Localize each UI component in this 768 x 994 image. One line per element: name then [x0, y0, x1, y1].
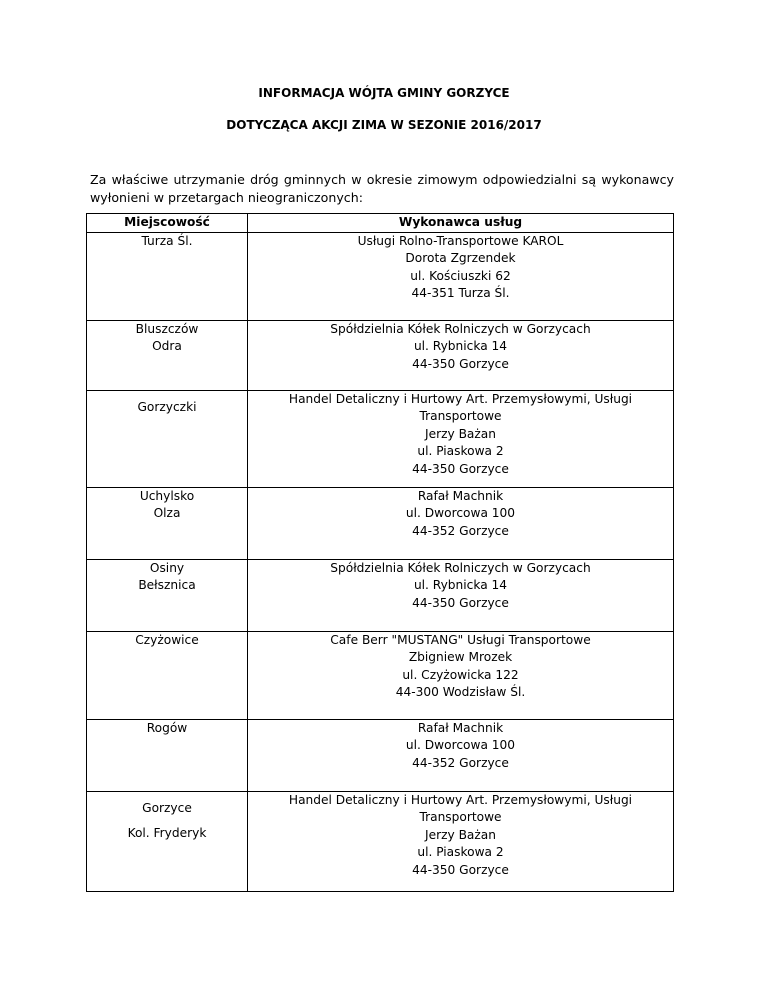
contractor-line: ul. Czyżowicka 122 [402, 667, 519, 682]
contractor-cell [248, 719, 674, 791]
table-row [87, 320, 674, 390]
table-row [87, 232, 674, 320]
contractor-line: Transportowe [419, 409, 502, 424]
contractor-cell [248, 631, 674, 719]
contractor-cell [248, 390, 674, 487]
place-cell [87, 559, 248, 631]
table-row [87, 559, 674, 631]
place-cell [87, 232, 248, 320]
document-title: INFORMACJA WÓJTA GMINY GORZYCE [258, 86, 510, 100]
contractor-line: Cafe Berr "MUSTANG" Usługi Transportowe [330, 632, 591, 647]
place-name: Turza Śl. [141, 233, 193, 248]
contractor-line: Rafał Machnik [417, 720, 504, 735]
contractor-line: Spółdzielnia Kółek Rolniczych w Gorzycach [330, 560, 591, 575]
contractor-line: Zbigniew Mrozek [408, 650, 513, 665]
contractor-cell [248, 559, 674, 631]
place-name: Rogów [146, 720, 188, 735]
place-cell [87, 631, 248, 719]
place-name: Bluszczów [135, 321, 199, 336]
contractor-cell [248, 791, 674, 891]
document-subtitle: DOTYCZĄCA AKCJI ZIMA W SEZONIE 2016/2017 [226, 118, 542, 132]
contractor-line: ul. Dworcowa 100 [405, 506, 516, 521]
contractor-line: 44-300 Wodzisław Śl. [395, 685, 526, 700]
contractor-cell [248, 320, 674, 390]
place-name: Czyżowice [135, 632, 199, 647]
contractor-line: ul. Kościuszki 62 [410, 268, 511, 283]
table-row [87, 487, 674, 559]
place-name: Uchylsko [139, 488, 195, 503]
contractor-line: Usługi Rolno-Transportowe KAROL [357, 233, 564, 248]
contractor-line: 44-352 Gorzyce [412, 755, 509, 770]
contractors-table [86, 213, 674, 892]
contractor-line: Jerzy Bażan [424, 827, 496, 842]
place-name: Bełsznica [138, 578, 196, 593]
contractor-cell [248, 487, 674, 559]
place-name: Osiny [149, 560, 185, 575]
contractor-line: ul. Piaskowa 2 [417, 444, 504, 459]
contractor-line: Jerzy Bażan [424, 426, 496, 441]
contractor-line: Handel Detaliczny i Hurtowy Art. Przemysłowymi, Usługi [288, 792, 633, 807]
contractor-line: Transportowe [419, 810, 502, 825]
contractor-line: 44-351 Turza Śl. [411, 286, 510, 301]
header-contractor: Wykonawca usług [248, 214, 674, 233]
place-name: Kol. Fryderyk [127, 826, 207, 841]
table-row [87, 631, 674, 719]
place-cell [87, 487, 248, 559]
contractor-line: 44-352 Gorzyce [412, 523, 509, 538]
contractor-line: 44-350 Gorzyce [412, 461, 509, 476]
contractor-line: Rafał Machnik [417, 488, 504, 503]
place-name: Gorzyce [142, 800, 192, 815]
place-cell [87, 320, 248, 390]
place-cell [87, 791, 248, 891]
contractor-line: 44-350 Gorzyce [412, 356, 509, 371]
place-cell [87, 719, 248, 791]
contractor-line: Dorota Zgrzendek [405, 251, 516, 266]
place-name: Gorzyczki [137, 399, 197, 414]
place-name: Olza [153, 506, 181, 521]
contractor-line: ul. Piaskowa 2 [417, 845, 504, 860]
table-header-row [87, 214, 674, 233]
table-row [87, 390, 674, 487]
contractor-line: ul. Rybnicka 14 [413, 578, 508, 593]
header-place: Miejscowość [87, 214, 248, 233]
contractor-line: ul. Dworcowa 100 [405, 738, 516, 753]
intro-paragraph: Za właściwe utrzymanie dróg gminnych w okresie zimowym odpowiedzialni są wykonawcy wyłonieni w przetargach nieograniczonych: [90, 172, 674, 205]
contractor-line: 44-350 Gorzyce [412, 862, 509, 877]
contractor-line: 44-350 Gorzyce [412, 595, 509, 610]
contractor-cell [248, 232, 674, 320]
contractor-line: Handel Detaliczny i Hurtowy Art. Przemysłowymi, Usługi [288, 391, 633, 406]
contractor-line: Spółdzielnia Kółek Rolniczych w Gorzycach [330, 321, 591, 336]
table-row [87, 791, 674, 891]
place-cell [87, 390, 248, 487]
table-row [87, 719, 674, 791]
place-name: Odra [152, 339, 182, 354]
contractor-line: ul. Rybnicka 14 [413, 339, 508, 354]
